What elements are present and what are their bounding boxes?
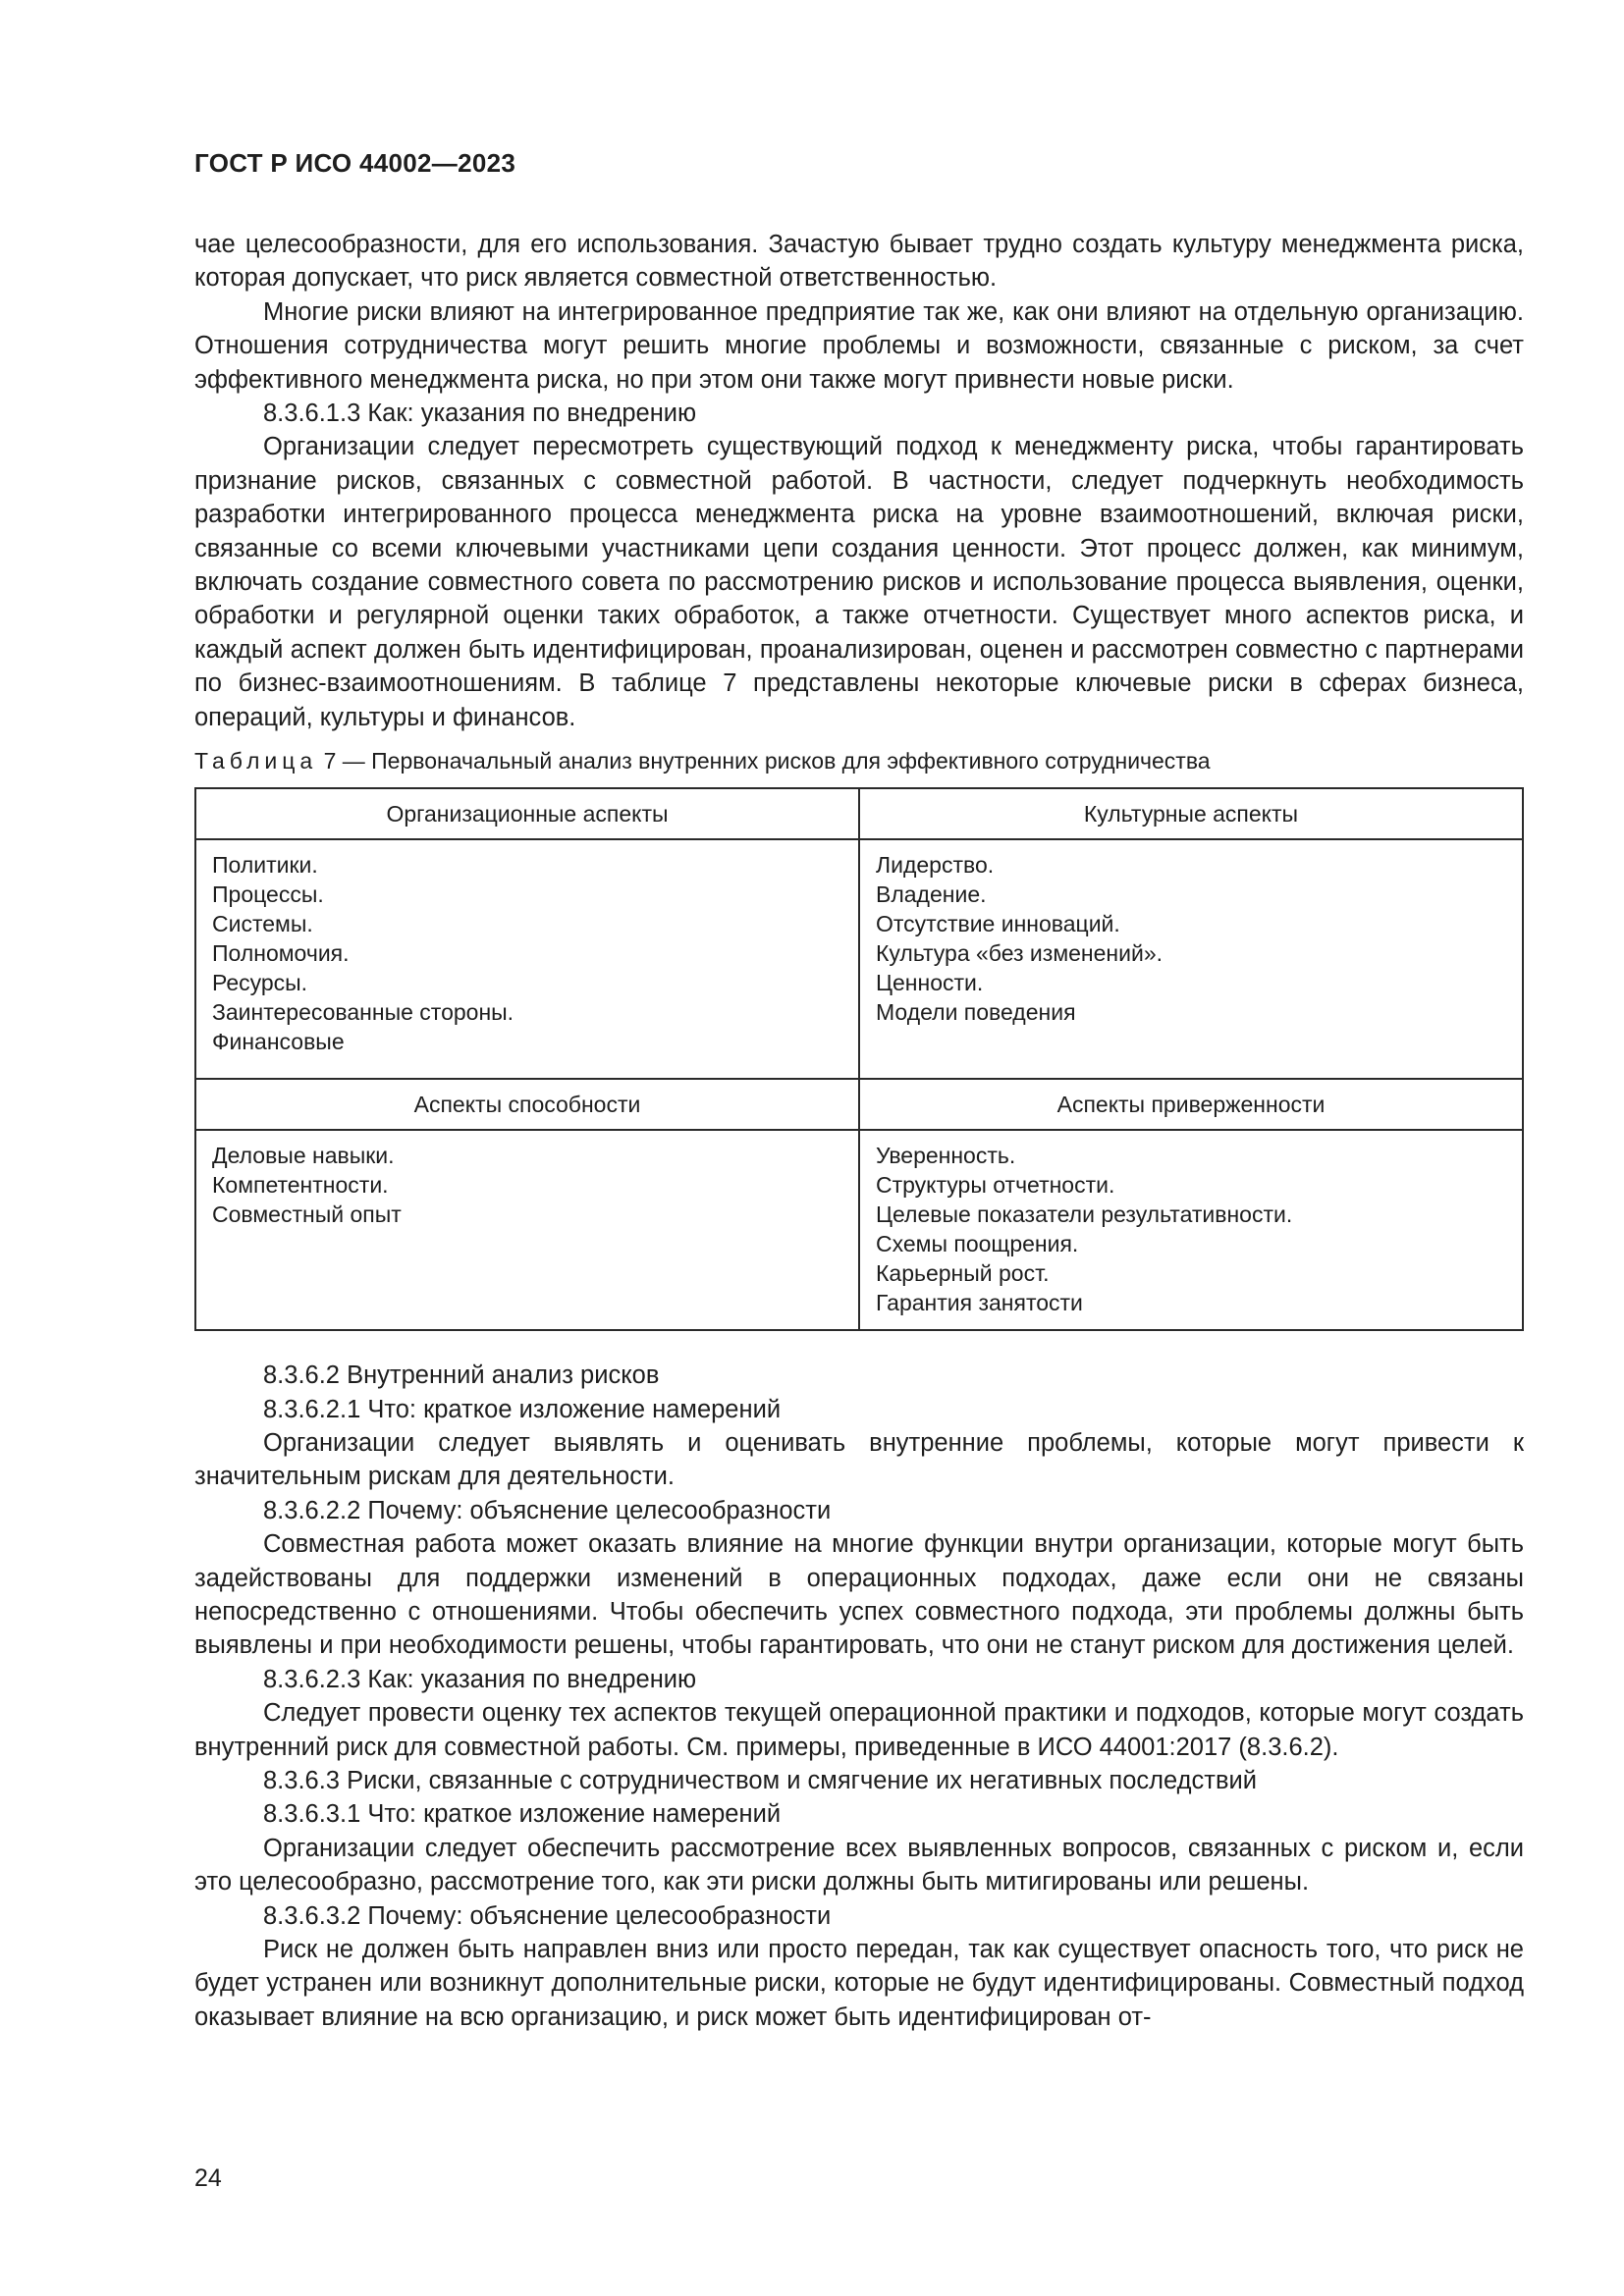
list-item: Культура «без изменений». — [876, 940, 1164, 967]
page-content — [194, 228, 1524, 2034]
table-header-row — [195, 788, 1523, 839]
list-item: Уверенность. — [876, 1143, 1016, 1169]
list-item: Заинтересованные стороны. — [212, 999, 514, 1026]
table-caption — [194, 746, 1524, 775]
list-item: Владение. — [876, 881, 987, 908]
table-caption-word: Таблица — [194, 748, 318, 774]
section-heading: 8.3.6.2 Внутренний анализ рисков — [263, 1362, 660, 1390]
capability-aspects-cell — [195, 1130, 859, 1330]
header-cultural-aspects: Культурные аспекты — [859, 788, 1523, 839]
page-number: 24 — [194, 2164, 222, 2192]
list-item: Деловые навыки. — [212, 1143, 395, 1169]
list-item: Совместный опыт — [212, 1201, 402, 1228]
section-heading: 8.3.6.3.1 Что: краткое изложение намерений — [263, 1800, 782, 1829]
paragraph: Многие риски влияют на интегрированное предприятие так же, как они влияют на отдельную организацию. Отношения сотрудничества могут решить многие проблемы и возможности, связанные с риском, за счет эффективного менеджмента риска, но при этом они также могут привнести новые риски. — [194, 297, 1524, 394]
cultural-aspects-cell — [859, 839, 1523, 1079]
paragraph: Риск не должен быть направлен вниз или просто передан, так как существует опасность того, что риск не будет устранен или возникнут дополнительные риски, которые не будут идентифицированы. Совместный подход оказывает влияние на всю организацию, и риск может быть идентифицирован от- — [194, 1936, 1524, 2031]
list-item: Модели поведения — [876, 999, 1076, 1026]
header-organizational-aspects: Организационные аспекты — [195, 788, 859, 839]
list-item: Карьерный рост. — [876, 1260, 1050, 1287]
paragraph: чае целесообразности, для его использования. Зачастую бывает трудно создать культуру менеджмента риска, которая допускает, что риск является совместной ответственностью. — [194, 231, 1524, 293]
section-heading: 8.3.6.3.2 Почему: объяснение целесообразности — [263, 1901, 832, 1930]
table-row — [195, 839, 1523, 1079]
section-heading: 8.3.6.2.2 Почему: объяснение целесообразности — [263, 1496, 832, 1524]
section-heading: 8.3.6.3 Риски, связанные с сотрудничеством и смягчение их негативных последствий — [263, 1766, 1258, 1794]
commitment-aspects-cell — [859, 1130, 1523, 1330]
list-item: Полномочия. — [212, 940, 350, 967]
bottom-paragraphs — [194, 1359, 1524, 2034]
list-item: Лидерство. — [876, 852, 995, 879]
list-item: Финансовые — [212, 1029, 345, 1055]
section-heading: 8.3.6.2.3 Как: указания по внедрению — [263, 1665, 697, 1693]
document-code-header: ГОСТ Р ИСО 44002—2023 — [194, 148, 516, 178]
list-item: Схемы поощрения. — [876, 1231, 1079, 1257]
list-item: Отсутствие инноваций. — [876, 911, 1120, 937]
table-caption-title: 7 — Первоначальный анализ внутренних рисков для эффективного сотрудничества — [317, 748, 1211, 774]
list-item: Гарантия занятости — [876, 1290, 1083, 1316]
section-heading: 8.3.6.2.1 Что: краткое изложение намерений — [263, 1395, 782, 1423]
paragraph: Организации следует выявлять и оценивать внутренние проблемы, которые могут привести к значительным рискам для деятельности. — [194, 1428, 1524, 1491]
header-capability-aspects: Аспекты способности — [195, 1079, 859, 1130]
risk-table — [194, 787, 1524, 1331]
top-paragraphs — [194, 228, 1524, 734]
list-item: Политики. — [212, 852, 318, 879]
paragraph: Следует провести оценку тех аспектов текущей операционной практики и подходов, которые могут создать внутренний риск для совместной работы. См. примеры, приведенные в ИСО 44001:2017 (8.3.6.2). — [194, 1699, 1524, 1761]
list-item: Целевые показатели результативности. — [876, 1201, 1293, 1228]
paragraph: Организации следует пересмотреть существующий подход к менеджменту риска, чтобы гарантировать признание рисков, связанных с совместной работой. В частности, следует подчеркнуть необходимость разработки интегрированного процесса менеджмента риска на уровне взаимоотношений, включая риски, связанные со всеми ключевыми участниками цепи создания ценности. Этот процесс должен, как минимум, включать создание совместного совета по рассмотрению рисков и использование процесса выявления, оценки, обработки и регулярной оценки таких обработок, а также отчетности. Существует много аспектов риска, и каждый аспект должен быть идентифицирован, проанализирован, оценен и рассмотрен совместно с партнерами по бизнес-взаимоотношениям. В таблице 7 представлены некоторые ключевые риски в сферах бизнеса, операций, культуры и финансов. — [194, 433, 1524, 731]
section-heading: 8.3.6.1.3 Как: указания по внедрению — [263, 400, 697, 428]
table-row — [195, 1130, 1523, 1330]
list-item: Ресурсы. — [212, 970, 308, 996]
list-item: Структуры отчетности. — [876, 1172, 1115, 1199]
organizational-aspects-cell — [195, 839, 859, 1079]
list-item: Процессы. — [212, 881, 324, 908]
header-commitment-aspects: Аспекты приверженности — [859, 1079, 1523, 1130]
paragraph: Совместная работа может оказать влияние на многие функции внутри организации, которые могут быть задействованы для поддержки изменений в операционных подходах, даже если они не связаны непосредственно с отношениями. Чтобы обеспечить успех совместного подхода, эти проблемы должны быть выявлены и при необходимости решены, чтобы гарантировать, что они не станут риском для достижения целей. — [194, 1530, 1524, 1660]
paragraph: Организации следует обеспечить рассмотрение всех выявленных вопросов, связанных с риском и, если это целесообразно, рассмотрение того, как эти риски должны быть митигированы или решены. — [194, 1834, 1524, 1896]
list-item: Компетентности. — [212, 1172, 389, 1199]
list-item: Ценности. — [876, 970, 984, 996]
list-item: Системы. — [212, 911, 313, 937]
table-header-row — [195, 1079, 1523, 1130]
